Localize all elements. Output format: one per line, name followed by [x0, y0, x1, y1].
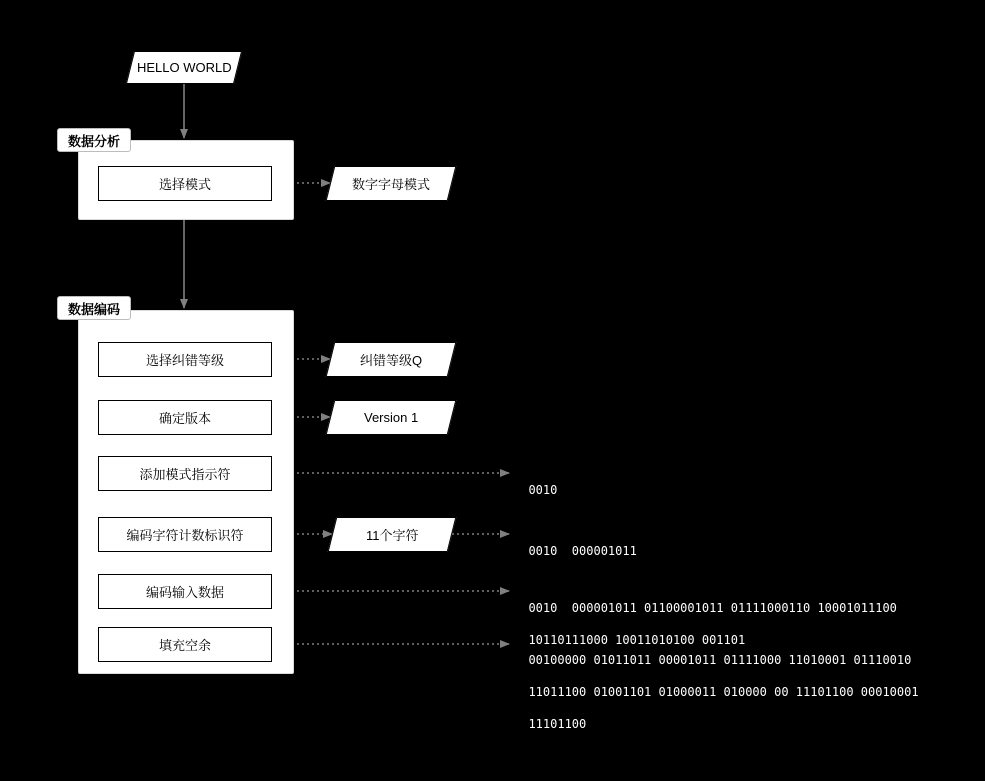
bits-padded-line-2: 11011100 01001101 01000011 010000 00 11101100 00010001	[528, 685, 919, 699]
node-ec-level-result-label: 纠错等级Q	[359, 353, 423, 368]
node-encode-char-count[interactable]	[98, 517, 272, 552]
node-select-mode-label: 选择模式	[158, 177, 211, 192]
bits-char-count	[514, 527, 637, 559]
node-encode-char-count-label: 编码字符计数标识符	[126, 528, 244, 543]
node-encode-input-data[interactable]	[98, 574, 272, 609]
node-determine-version-label: 确定版本	[158, 411, 211, 426]
node-mode-result[interactable]	[326, 166, 457, 201]
bits-mode-indicator	[514, 466, 557, 498]
bits-encoded-data-line-1: 0010 000001011 01100001011 01111000110 10001011100	[528, 601, 897, 615]
group-label-encoding-text: 数据编码	[68, 301, 121, 317]
node-determine-version[interactable]	[98, 400, 272, 435]
node-mode-result-label: 数字字母模式	[351, 177, 430, 192]
node-ec-level-result[interactable]	[326, 342, 457, 377]
node-encode-input-data-label: 编码输入数据	[145, 585, 224, 600]
node-pad-remaining[interactable]	[98, 627, 272, 662]
group-label-encoding	[57, 296, 131, 320]
node-version-result[interactable]	[326, 400, 457, 435]
node-add-mode-indicator[interactable]	[98, 456, 272, 491]
node-hello-world-label: HELLO WORLD	[136, 60, 232, 75]
bits-padded-line-3: 11101100	[528, 717, 587, 731]
group-label-analysis-text: 数据分析	[68, 133, 121, 149]
node-char-count-result-label: 11个字符	[365, 528, 419, 543]
bits-padded	[514, 636, 919, 732]
bits-mode-indicator-line-1: 0010	[528, 483, 558, 497]
bits-encoded-data-line-2: 10110111000 10011010100 001101	[528, 633, 746, 647]
node-select-ec-level-label: 选择纠错等级	[145, 353, 224, 368]
node-hello-world[interactable]	[126, 51, 242, 84]
node-version-result-label: Version 1	[363, 410, 419, 425]
group-label-analysis	[57, 128, 131, 152]
bits-char-count-line-1: 0010 000001011	[528, 544, 637, 558]
node-select-mode[interactable]	[98, 166, 272, 201]
node-char-count-result[interactable]	[328, 517, 457, 552]
node-add-mode-indicator-label: 添加模式指示符	[139, 467, 231, 482]
bits-padded-line-1: 00100000 01011011 00001011 01111000 11010001 01110010	[528, 653, 912, 667]
node-select-ec-level[interactable]	[98, 342, 272, 377]
node-pad-remaining-label: 填充空余	[158, 638, 211, 653]
